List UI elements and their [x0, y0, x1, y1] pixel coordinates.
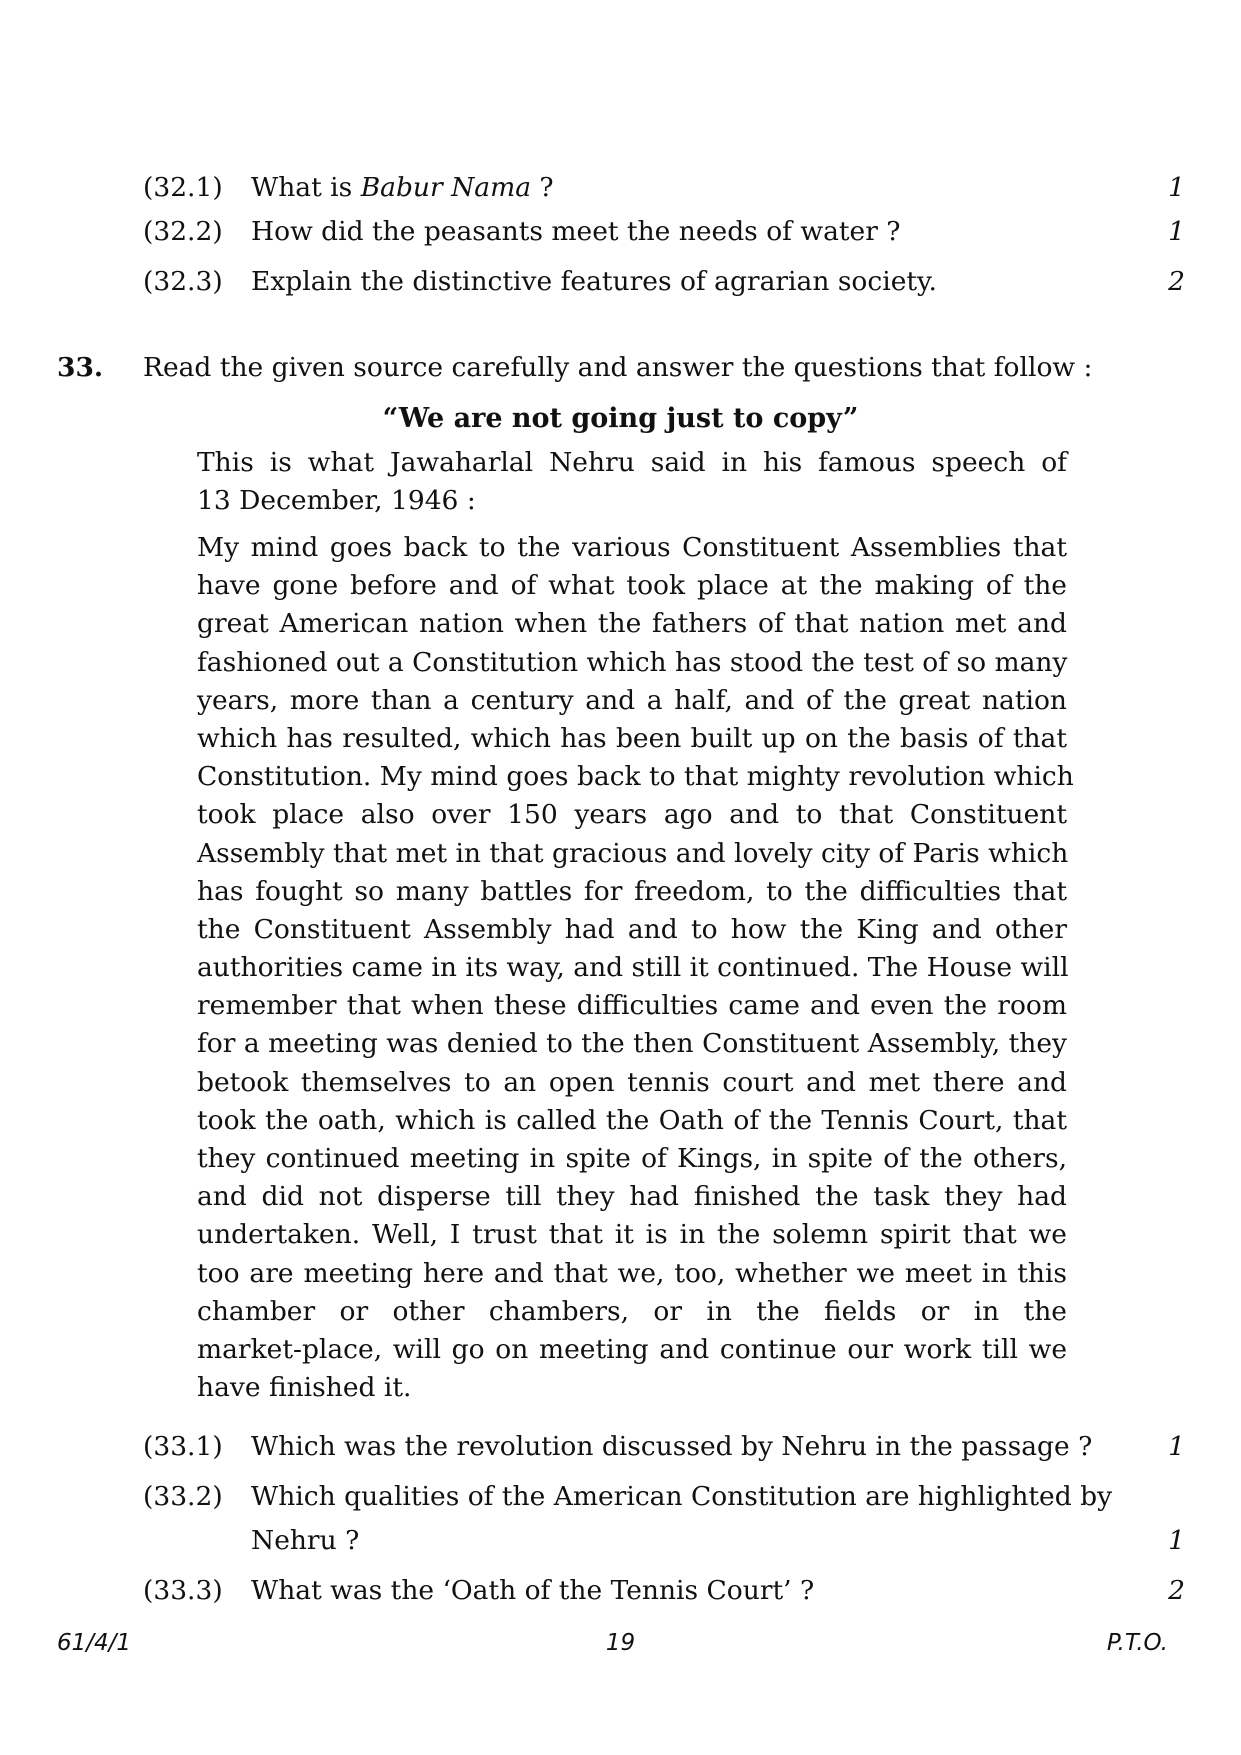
passage-line: which has resulted, which has been built up on the basis of that: [197, 722, 1067, 754]
sub-question-number: (32.2): [143, 216, 223, 247]
page-number: 19: [605, 1630, 636, 1656]
passage-line: betook themselves to an open tennis court and met there and: [197, 1066, 1067, 1098]
question-instruction: Read the given source carefully and answer the questions that follow :: [143, 352, 1093, 383]
sub-question-text: Nehru ?: [251, 1525, 360, 1556]
question-number: 33.: [57, 352, 104, 383]
intro-line: 13 December, 1946 :: [197, 485, 476, 517]
intro-line: This is what Jawaharlal Nehru said in his famous speech of: [197, 447, 1067, 478]
passage-line: has fought so many battles for freedom, to the difficulties that: [197, 875, 1067, 907]
marks: 1: [1168, 1525, 1185, 1556]
passage-line: authorities came in its way, and still it continued. The House will: [197, 952, 1069, 984]
sub-question-number: (33.2): [143, 1481, 223, 1512]
sub-question-text: What is Babur Nama ?: [251, 172, 554, 203]
passage-line: they continued meeting in spite of Kings, in spite of the others,: [197, 1143, 1067, 1174]
passage-line: the Constituent Assembly had and to how the King and other: [197, 913, 1067, 945]
sub-question-text: What was the ‘Oath of the Tennis Court’ ?: [251, 1575, 815, 1606]
source-passage: [197, 529, 1074, 1407]
passage-line: and did not disperse till they had finished the task they had: [197, 1181, 1067, 1213]
sub-question-text: How did the peasants meet the needs of water ?: [251, 216, 901, 247]
passage-line: remember that when these difficulties came and even the room: [197, 990, 1067, 1022]
marks: 2: [1168, 1575, 1185, 1606]
marks: 1: [1168, 216, 1185, 247]
source-title: “We are not going just to copy”: [382, 403, 859, 434]
sub-question-number: (33.1): [143, 1431, 223, 1462]
passage-line: Assembly that met in that gracious and lovely city of Paris which: [197, 837, 1069, 869]
passage-line: chamber or other chambers, or in the fields or in the: [197, 1295, 1067, 1327]
sub-question-number: (32.3): [143, 266, 223, 297]
passage-line: market-place, will go on meeting and continue our work till we: [197, 1333, 1067, 1365]
passage-line: have finished it.: [197, 1372, 412, 1404]
passage-line: great American nation when the fathers of that nation met and: [197, 608, 1067, 640]
passage-line: years, more than a century and a half, and of the great nation: [197, 684, 1067, 716]
marks: 1: [1168, 172, 1185, 203]
passage-line: for a meeting was denied to the then Constituent Assembly, they: [197, 1028, 1067, 1060]
passage-line: took place also over 150 years ago and to that Constituent: [197, 799, 1067, 831]
sub-question-text: Explain the distinctive features of agrarian society.: [251, 266, 937, 297]
source-intro: [197, 444, 1067, 520]
passage-line: took the oath, which is called the Oath of the Tennis Court, that: [197, 1104, 1067, 1136]
marks: 1: [1168, 1431, 1185, 1462]
passage-line: have gone before and of what took place at the making of the: [197, 570, 1067, 602]
please-turn-over: P.T.O.: [1106, 1630, 1168, 1656]
passage-line: undertaken. Well, I trust that it is in the solemn spirit that we: [197, 1219, 1067, 1251]
sub-question-text: Which was the revolution discussed by Nehru in the passage ?: [251, 1431, 1093, 1462]
sub-question-number: (32.1): [143, 172, 223, 203]
sub-question-text: Which qualities of the American Constitution are highlighted by: [251, 1481, 1113, 1512]
passage-line: My mind goes back to the various Constituent Assemblies that: [197, 532, 1067, 563]
passage-line: fashioned out a Constitution which has stood the test of so many: [197, 646, 1068, 678]
marks: 2: [1168, 266, 1185, 297]
passage-line: Constitution. My mind goes back to that mighty revolution which: [197, 761, 1074, 793]
passage-line: too are meeting here and that we, too, whether we meet in this: [197, 1257, 1067, 1289]
sub-question-number: (33.3): [143, 1575, 223, 1606]
paper-code: 61/4/1: [57, 1630, 132, 1656]
